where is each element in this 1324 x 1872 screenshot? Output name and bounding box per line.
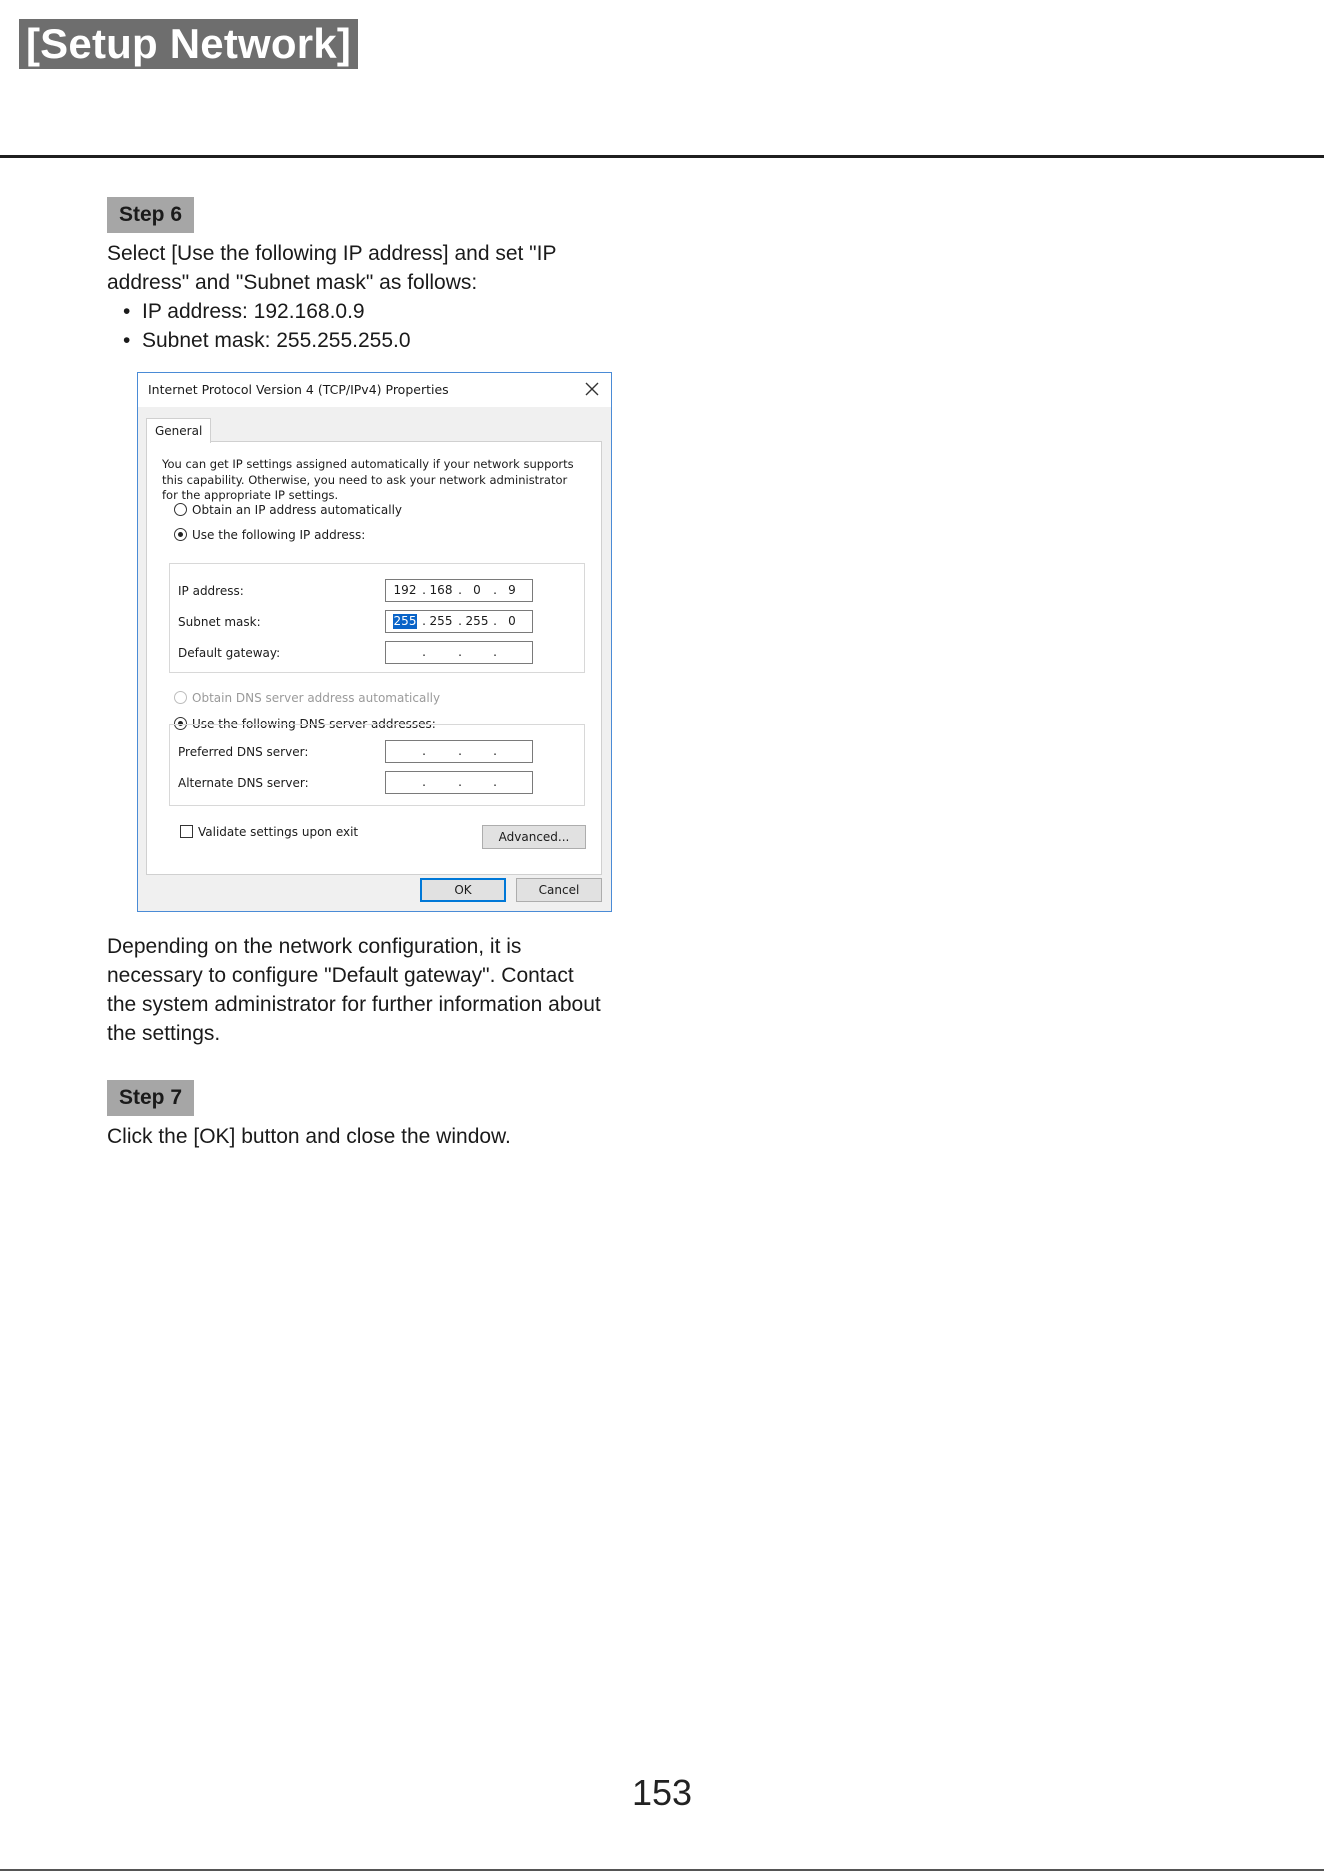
header-divider (0, 155, 1324, 158)
radio-obtain-dns-automatically[interactable] (174, 691, 187, 704)
ip-octet-3: 0 (473, 583, 481, 597)
note-line-3: the system administrator for further information about (107, 993, 601, 1016)
ip-octet-2: 168 (429, 583, 453, 597)
ip-address-field[interactable] (385, 579, 533, 602)
step-6-bullet-list (123, 297, 411, 355)
radio-use-following-ip[interactable] (174, 528, 187, 541)
label-obtain-ip-automatically: Obtain an IP address automatically (192, 503, 403, 517)
step-6-instruction-line-2: address" and "Subnet mask" as follows: (107, 271, 478, 294)
bullet-ip-address: • IP address: 192.168.0.9 (123, 297, 411, 326)
subnet-octet-1-selected: 255 (393, 614, 417, 628)
ip-dot: . (422, 614, 426, 628)
validate-settings-checkbox[interactable] (180, 825, 193, 838)
alternate-dns-field[interactable] (385, 771, 533, 794)
ip-dot: . (458, 645, 462, 659)
tab-general[interactable]: General (146, 418, 211, 443)
bullet-subnet-mask: • Subnet mask: 255.255.255.0 (123, 326, 411, 355)
ip-dot: . (458, 744, 462, 758)
cancel-button[interactable]: Cancel (516, 878, 602, 902)
ok-button[interactable]: OK (420, 878, 506, 902)
validate-settings-label: Validate settings upon exit (198, 825, 359, 839)
subnet-octet-3: 255 (465, 614, 489, 628)
label-obtain-dns-automatically: Obtain DNS server address automatically (192, 691, 441, 705)
footer-divider (0, 1869, 1324, 1871)
ip-dot: . (422, 645, 426, 659)
close-icon[interactable] (580, 377, 604, 401)
ip-dot: . (458, 583, 462, 597)
intro-line-3: for the appropriate IP settings. (162, 488, 339, 502)
ip-dot: . (458, 775, 462, 789)
dialog-intro-text (162, 457, 582, 504)
step-6-badge: Step 6 (107, 197, 194, 233)
ip-dot: . (458, 614, 462, 628)
ip-dot: . (422, 744, 426, 758)
ipv4-properties-dialog (137, 372, 612, 912)
alternate-dns-label: Alternate DNS server: (178, 776, 309, 790)
ip-dot: . (493, 614, 497, 628)
step-6-instruction-line-1: Select [Use the following IP address] and set "IP (107, 242, 557, 265)
subnet-mask-label: Subnet mask: (178, 615, 261, 629)
ip-dot: . (493, 744, 497, 758)
ip-octet-4: 9 (508, 583, 516, 597)
step-7-instruction: Click the [OK] button and close the window. (107, 1125, 511, 1148)
note-line-4: the settings. (107, 1022, 221, 1045)
dialog-title: Internet Protocol Version 4 (TCP/IPv4) Properties (148, 382, 449, 397)
ip-dot: . (493, 583, 497, 597)
advanced-button[interactable]: Advanced... (482, 825, 586, 849)
page-title: [Setup Network] (19, 19, 358, 69)
subnet-mask-field[interactable] (385, 610, 533, 633)
preferred-dns-field[interactable] (385, 740, 533, 763)
label-use-following-ip: Use the following IP address: (192, 528, 366, 542)
page-number: 153 (631, 1772, 693, 1813)
note-line-1: Depending on the network configuration, it is (107, 935, 522, 958)
subnet-octet-2: 255 (429, 614, 453, 628)
step-7-badge: Step 7 (107, 1080, 194, 1116)
intro-line-2: this capability. Otherwise, you need to ask your network administrator (162, 472, 568, 487)
label-use-following-dns: Use the following DNS server addresses: (192, 717, 436, 731)
ip-dot: . (422, 775, 426, 789)
radio-obtain-ip-automatically[interactable] (174, 503, 187, 516)
ip-octet-1: 192 (393, 583, 417, 597)
ip-dot: . (422, 583, 426, 597)
ip-dot: . (493, 775, 497, 789)
default-gateway-label: Default gateway: (178, 646, 281, 660)
default-gateway-field[interactable] (385, 641, 533, 664)
note-line-2: necessary to configure "Default gateway". Contact (107, 964, 574, 987)
ip-dot: . (493, 645, 497, 659)
dialog-titlebar (138, 373, 611, 407)
preferred-dns-label: Preferred DNS server: (178, 745, 309, 759)
subnet-octet-4: 0 (508, 614, 516, 628)
intro-line-1: You can get IP settings assigned automatically if your network supports (162, 457, 574, 471)
ip-address-label: IP address: (178, 584, 244, 598)
